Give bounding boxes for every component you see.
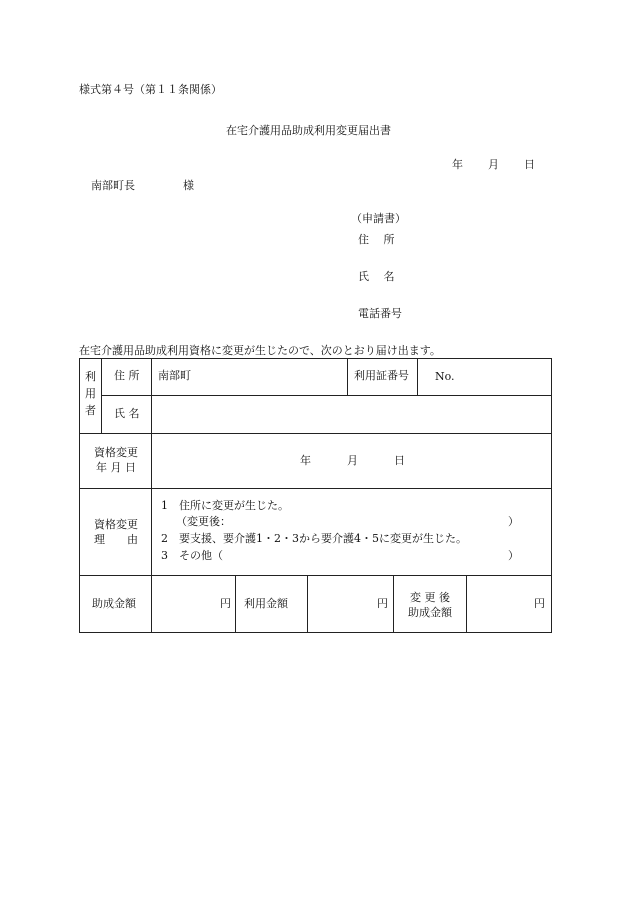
- applicant-address-label: 住 所: [358, 233, 395, 246]
- form-number: 様式第４号（第１１条関係）: [79, 83, 222, 96]
- subsidy-amount-label: 助成金額: [92, 597, 136, 610]
- table-grid: [79, 358, 552, 633]
- after-subsidy-yen: 円: [534, 597, 545, 610]
- reason-2: 2 要支援、要介護1・2・3から要介護4・5に変更が生じた。: [161, 532, 467, 545]
- after-subsidy-label: 変 更 後 助成金額: [408, 591, 452, 619]
- change-date-day: 日: [394, 454, 405, 467]
- reason-1-after: （変更後：: [176, 515, 231, 528]
- change-date-label: 資格変更 年 月 日: [94, 446, 138, 474]
- reason-1-close: ）: [508, 515, 519, 528]
- user-name-label: 氏 名: [114, 407, 140, 420]
- cert-number-prefix: No.: [435, 370, 455, 383]
- applicant-label: （申請書）: [351, 212, 406, 225]
- date-day: 日: [524, 158, 535, 171]
- cert-number-label: 利用証番号: [354, 369, 409, 382]
- reason-3: 3 その他（: [161, 549, 223, 562]
- date-year: 年: [452, 158, 463, 171]
- document-title: 在宅介護用品助成利用変更届出書: [226, 124, 391, 137]
- change-date-year: 年: [300, 454, 311, 467]
- intro-text: 在宅介護用品助成利用資格に変更が生じたので、次のとおり届け出ます。: [79, 344, 441, 357]
- user-address-value: 南部町: [158, 369, 191, 382]
- applicant-name-label: 氏 名: [358, 270, 395, 283]
- subsidy-amount-yen: 円: [220, 597, 231, 610]
- addressee-honorific: 様: [183, 179, 194, 192]
- user-address-label: 住 所: [114, 369, 140, 382]
- change-reason-label: 資格変更 理 由: [94, 518, 138, 546]
- change-date-month: 月: [347, 454, 358, 467]
- form-table: [79, 358, 552, 633]
- date-month: 月: [488, 158, 499, 171]
- applicant-phone-label: 電話番号: [358, 307, 402, 320]
- reason-1: 1 住所に変更が生じた。: [161, 499, 289, 512]
- reason-3-close: ）: [508, 549, 519, 562]
- user-label: 利 用 者: [85, 370, 96, 417]
- usage-amount-yen: 円: [377, 597, 388, 610]
- usage-amount-label: 利用金額: [244, 597, 288, 610]
- addressee-name: 南部町長: [91, 179, 135, 192]
